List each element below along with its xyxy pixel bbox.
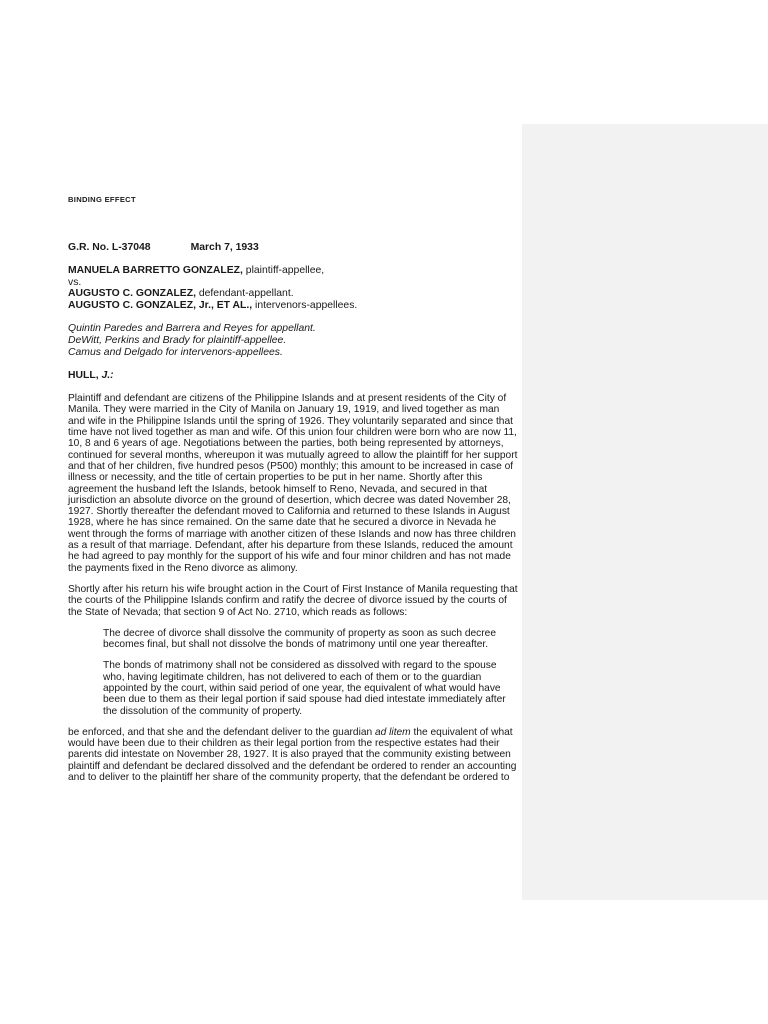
defendant-line [68,288,518,300]
counsel-line: Quintin Paredes and Barrera and Reyes for appellant. [68,323,316,335]
prayer-text-start: be enforced, and that she and the defendant deliver to the guardian [68,726,375,738]
case-date: March 7, 1933 [190,242,259,253]
plaintiff-role: plaintiff-appellee, [242,265,325,276]
case-number: G.R. No. L-37048 [68,242,151,253]
defendant-role: defendant-appellant. [195,288,294,300]
prayer-text-italic: ad litem [375,726,411,738]
section-label: BINDING EFFECT [68,195,136,204]
parties-block [68,265,518,311]
plaintiff-name: MANUELA BARRETTO GONZALEZ, [68,265,243,276]
plaintiff-line [68,265,518,277]
counsel-block [68,323,518,358]
counsel-line: DeWitt, Perkins and Brady for plaintiff-appellee. [68,334,287,346]
defendant-name: AUGUSTO C. GONZALEZ, [68,288,196,300]
intervenor-line [68,300,518,312]
comment-margin-pane [522,124,768,900]
intervenor-role: intervenors-appellees. [252,299,358,311]
intervenor-name: AUGUSTO C. GONZALEZ, Jr., ET AL., [68,299,253,311]
versus-line: vs. [68,276,82,288]
prayer-text-end: the equivalent of what would have been due to their children as their legal portion from the respective estates had their parents did intestate on November 28, 1927. It is also prayed that the community existing between plaintiff and defendant be declared dissolved and the defendant be ordered to render an accounting and to deliver to the plaintiff her share of the community property, that the defendant be ordered to [68,726,517,784]
document-body [68,195,518,793]
judge-title: J.: [101,370,114,382]
paragraph-action: Shortly after his return his wife brought action in the Court of First Instance of Manila requesting that the courts of the Philippine Islands confirm and ratify the decree of divorce issued by the courts of the State of Nevada; that section 9 of Act No. 2710, which reads as follows: [68,583,518,618]
paragraph-prayer [68,727,518,783]
judge-heading [68,370,518,381]
quoted-provision-1: The decree of divorce shall dissolve the community of property as soon as such decree becomes final, but shall not dissolve the bonds of matrimony until one year thereafter. [103,627,496,651]
paragraph-facts: Plaintiff and defendant are citizens of the Philippine Islands and at present residents of the City of Manila. They were married in the City of Manila on January 19, 1919, and lived together as man and wife in the Philippine Islands until the spring of 1926. They voluntarily separated and since that time have not lived together as man and wife. Of this union four children were born who are now 11, 10, 8 and 6 years of age. Negotiations between the parties, both being represented by attorneys, continued for several months, whereupon it was mutually agreed to allow the plaintiff for her support and that of her children, five hundred pesos (P500) monthly; this amount to be increased in case of illness or necessity, and the title of certain properties to be put in her name. Shortly after this agreement the husband left the Islands, betook himself to Reno, Nevada, and secured in that jurisdiction an absolute divorce on the ground of desertion, which decree was dated November 28, 1927. Shortly thereafter the defendant moved to California and returned to these Islands in August 1928, where he has since remained. On the same date that he secured a divorce in Nevada he went through the forms of marriage with another citizen of these Islands and now has three children as a result of that marriage. Defendant, after his departure from these Islands, reduced the amount he had agreed to pay monthly for the support of his wife and four minor children and has not made the payments fixed in the Reno divorce as alimony. [68,393,518,574]
counsel-line: Camus and Delgado for intervenors-appellees. [68,346,283,358]
judge-name: HULL, [68,370,102,382]
case-heading [68,242,518,253]
quoted-provision-2: The bonds of matrimony shall not be considered as dissolved with regard to the spouse who, having legitimate children, has not delivered to each of them or to the guardian appointed by the court, within said period of one year, the equivalent of what would have been due to them as their legal portion if said spouse had died intestate immediately after the dissolution of the community of property. [103,660,506,717]
